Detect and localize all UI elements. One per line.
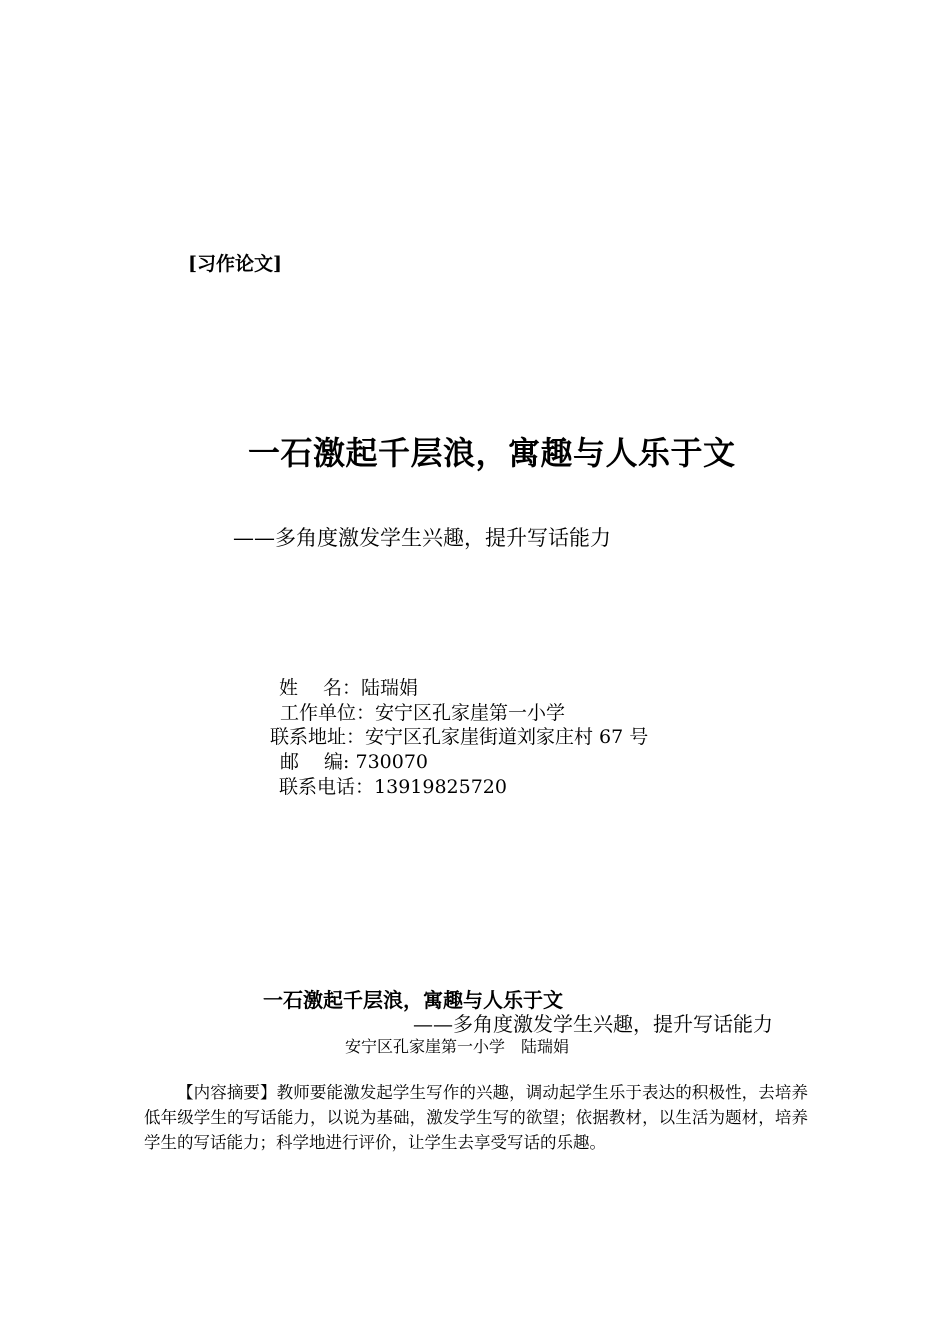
info-value: 陆瑞娟	[361, 677, 419, 699]
info-value: 13919825720	[374, 776, 507, 798]
abstract-paragraph	[144, 1080, 808, 1155]
info-value: 安宁区孔家崖第一小学	[375, 702, 566, 724]
info-value: 安宁区孔家崖街道刘家庄村 67 号	[365, 726, 649, 748]
info-label: 姓 名：	[279, 677, 362, 699]
info-row-address	[270, 722, 648, 749]
cover-subtitle: ——多角度激发学生兴趣，提升写话能力	[233, 526, 611, 550]
info-label: 联系电话：	[279, 776, 375, 798]
article-subtitle: ——多角度激发学生兴趣，提升写话能力	[413, 1012, 773, 1036]
article-title: 一石激起千层浪，寓趣与人乐于文	[263, 988, 563, 1012]
info-row-name	[279, 673, 418, 700]
info-value: 730070	[349, 751, 429, 773]
info-label: 工作单位：	[280, 702, 376, 724]
abstract-text: 教师要能激发起学生写作的兴趣，调动起学生乐于表达的积极性，去培养低年级学生的写话能力，以说为基础，激发学生写的欲望；依据教材，以生活为题材，培养学生的写话能力；科学地进行评价，让学生去享受写话的乐趣。	[144, 1083, 809, 1152]
category-label: [习作论文]	[188, 253, 282, 275]
info-row-postcode	[280, 747, 428, 774]
info-label: 联系地址：	[270, 726, 366, 748]
cover-title: 一石激起千层浪，寓趣与人乐于文	[248, 434, 736, 472]
info-row-workplace	[280, 698, 565, 725]
abstract-label: 【内容摘要】	[177, 1083, 277, 1102]
info-row-phone	[279, 772, 507, 799]
info-label: 邮 编:	[280, 751, 350, 773]
article-author-line: 安宁区孔家崖第一小学 陆瑞娟	[345, 1037, 570, 1056]
